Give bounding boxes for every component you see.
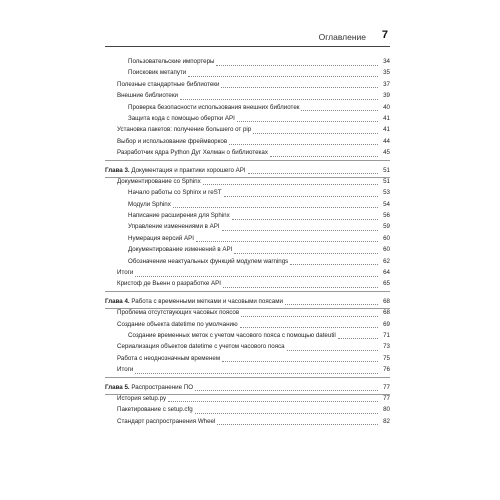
toc-entry-row [105,395,390,403]
toc-entry-row [105,212,390,220]
dot-leader [285,299,378,305]
dot-leader [234,248,378,254]
toc-page-number: 45 [383,149,390,157]
toc-entry-text: Кристоф де Вьенн о разработке API [117,280,222,288]
toc-entry-label [117,92,178,100]
toc-page-number: 76 [383,366,390,374]
toc-entry-row [105,406,390,414]
toc-entry-text: Стандарт распространения Wheel [117,417,216,425]
dot-leader [232,214,378,220]
toc-entry-label [117,343,285,351]
dot-leader [222,356,378,362]
toc-page-number: 68 [383,297,390,305]
toc-entry-label [117,366,133,374]
dot-leader [135,368,378,374]
toc-entry-label [117,309,239,317]
toc-entry-text: Управление изменениями в API [128,223,220,231]
dot-leader [203,179,378,185]
toc-page-number: 34 [383,58,390,65]
toc-entry-text: Модули Sphinx [128,200,171,208]
toc-page-number: 41 [383,114,390,122]
dot-leader [301,105,378,111]
toc-entry-label [117,138,227,146]
toc-entry-label [128,115,235,123]
dot-leader [222,225,378,231]
toc-entry-row [105,366,390,374]
toc-page-number: 37 [383,80,390,88]
toc-entry-label [117,81,219,89]
toc-page-number: 82 [383,417,390,425]
toc-entry-label [117,321,238,329]
dot-leader [223,282,378,288]
toc-entry-label [128,258,288,266]
toc-page-number: 51 [383,177,390,185]
toc-page-number: 35 [383,69,390,77]
toc-entry-row [105,343,390,351]
toc-chapter-row [105,384,390,392]
toc-entry-row [105,235,390,243]
toc-entry-label [128,235,194,243]
toc-entry-text: Документирование со Sphinx [117,177,201,185]
toc-page-number: 71 [383,331,390,339]
toc-page-number: 64 [383,269,390,277]
toc-entry-row [105,309,390,317]
dot-leader [180,94,378,100]
toc-page-number: 80 [383,406,390,414]
toc-entry-row [105,138,390,146]
dot-leader [217,419,378,425]
toc-entry-text: Распространение ПО [131,383,194,391]
toc-entry-row [105,104,390,112]
toc-entry-row [105,178,390,186]
toc-entry-row [105,126,390,134]
toc-entry-row [105,58,390,66]
toc-page-number: 54 [383,200,390,208]
dot-leader [188,71,378,77]
dot-leader [290,259,378,265]
toc-chapter-row [105,298,390,306]
toc-entry-text: Внешние библиотеки [117,92,178,100]
toc-entry-row [105,321,390,329]
toc-page-number: 60 [383,246,390,254]
toc-entry-text: Разработчик ядра Python Дуг Хелман о библиотеках [117,149,268,157]
toc-page-number: 39 [383,92,390,100]
toc-entry-text: Создание временных меток с учетом часового пояса с помощью dateutil [128,331,336,339]
dot-leader [287,345,378,351]
toc-entry-text: Проблема отсутствующих часовых поясов [117,309,240,317]
toc-entry-label [105,167,246,175]
toc-entry-text: Сериализация объектов datetime с учетом часового пояса [117,343,285,351]
toc-entry-text: Документирование изменений в API [128,246,233,254]
toc-page-number: 60 [383,234,390,242]
dot-leader [221,82,378,88]
toc-page-number: 77 [383,394,390,402]
toc-entry-label [128,104,299,112]
toc-entry-row [105,189,390,197]
dot-leader [135,271,378,277]
toc-entry-text: Проверка безопасности использования внешних библиотек [128,103,300,111]
dot-leader [224,191,378,197]
toc-page-number: 73 [383,343,390,351]
toc-entry-row [105,201,390,209]
toc-entry-row [105,418,390,426]
toc-entry-label [117,126,251,134]
toc-entry-text: Итоги [117,269,134,277]
chapter-number: Глава 5. [105,383,130,391]
toc-entry-text: Выбор и использование фреймворков [117,137,228,145]
toc-entry-label [128,332,336,340]
toc-page-number: 44 [383,137,390,145]
toc-entry-row [105,223,390,231]
toc-entry-label [117,280,221,288]
chapter-number: Глава 3. [105,166,130,174]
toc-entry-text: Обозначение неактуальных функций модулем warnings [128,257,289,265]
toc-entry-row [105,269,390,277]
page-number: 7 [381,29,388,41]
toc-entry-text: Документация и практики хорошего API [131,166,246,174]
toc-entry-label [105,298,283,306]
toc-entry-label [117,406,193,414]
toc-entry-label [128,212,230,220]
toc-entry-label [105,384,193,392]
dot-leader [216,60,378,66]
toc-entry-row [105,332,390,340]
toc-page-number: 53 [383,189,390,197]
dot-leader [173,202,378,208]
toc-entry-text: Поисковик метапути [128,69,187,77]
toc-entry-text: Пользовательские импортеры [128,58,215,65]
table-of-contents [105,58,390,425]
toc-entry-row [105,92,390,100]
toc-entry-text: Установка пакетов: получение большего от pip [117,126,252,134]
chapter-number: Глава 4. [105,297,130,305]
toc-entry-text: Защита кода с помощью обертки API [128,114,235,122]
toc-entry-label [128,189,222,197]
toc-entry-text: Написание расширения для Sphinx [128,212,230,220]
toc-page-number: 41 [383,126,390,134]
toc-entry-text: Создание объекта datetime по умолчанию [117,320,238,328]
dot-leader [241,311,378,317]
toc-page-number: 77 [383,383,390,391]
dot-leader [248,168,378,174]
toc-entry-label [117,269,133,277]
toc-entry-text: История setup.py [117,394,167,402]
toc-page-number: 65 [383,280,390,288]
toc-entry-text: Итоги [117,366,134,374]
toc-entry-label [128,246,232,254]
dot-leader [253,128,378,134]
toc-entry-label [117,418,215,426]
toc-entry-row [105,81,390,89]
toc-page-number: 51 [383,166,390,174]
dot-leader [195,408,378,414]
dot-leader [338,333,378,339]
toc-entry-text: Пакетирование с setup.cfg [117,406,193,414]
toc-page-number: 40 [383,103,390,111]
toc-entry-row [105,258,390,266]
toc-page-number: 59 [383,223,390,231]
toc-entry-text: Начало работы со Sphinx и reST [128,189,222,197]
dot-leader [196,236,378,242]
toc-entry-text: Работа с неоднозначным временем [117,354,221,362]
dot-leader [195,385,378,391]
toc-page-number: 62 [383,257,390,265]
section-title: Оглавление [318,32,366,42]
toc-chapter-row [105,167,390,175]
toc-entry-row [105,115,390,123]
toc-entry-row [105,355,390,363]
toc-entry-text: Нумерация версий API [128,234,194,242]
toc-entry-label [117,149,268,157]
toc-entry-row [105,280,390,288]
toc-entry-label [128,223,220,231]
toc-entry-label [117,178,201,186]
dot-leader [168,396,378,402]
toc-entry-row [105,149,390,157]
toc-entry-label [117,355,220,363]
running-header [105,28,390,47]
toc-entry-text: Работа с временными метками и часовыми поясами [131,297,283,305]
toc-page-number: 69 [383,320,390,328]
toc-entry-label [128,69,186,77]
toc-page-number: 75 [383,354,390,362]
dot-leader [237,116,378,122]
dot-leader [240,322,378,328]
toc-page-number: 68 [383,309,390,317]
dot-leader [229,139,378,145]
toc-entry-label [128,58,214,66]
dot-leader [270,151,378,157]
toc-entry-row [105,69,390,77]
toc-page-number: 56 [383,212,390,220]
toc-entry-text: Полезные стандартные библиотеки [117,80,220,88]
toc-entry-row [105,246,390,254]
toc-entry-label [117,395,166,403]
toc-entry-label [128,201,171,209]
